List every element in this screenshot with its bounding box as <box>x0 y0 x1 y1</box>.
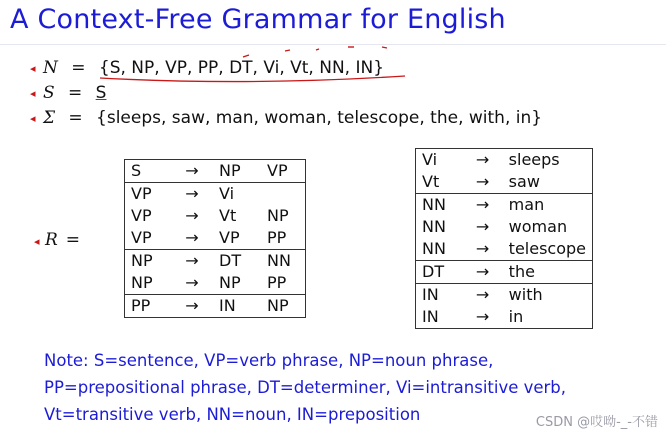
rule-rhs: saw <box>503 171 593 194</box>
red-tick-mark <box>285 50 290 51</box>
rule-rhs: man <box>503 194 593 217</box>
rule-arrow: → <box>171 295 213 318</box>
lexical-rule-row <box>416 238 593 261</box>
rule-rhs: VP <box>261 160 306 183</box>
lexical-rule-row <box>416 194 593 217</box>
rule-lhs: NN <box>416 216 463 238</box>
rule-arrow: → <box>171 160 213 183</box>
rule-row <box>125 250 306 273</box>
rule-lhs: DT <box>416 261 463 284</box>
rule-rhs: NP <box>213 160 261 183</box>
rule-arrow: → <box>463 149 503 172</box>
rule-rhs: sleeps <box>503 149 593 172</box>
terminal-set: {sleeps, saw, man, woman, telescope, the, with, in} <box>96 108 543 128</box>
definition-start-symbol <box>30 83 106 103</box>
rule-arrow: → <box>463 306 503 329</box>
nonterminal-symbol: N <box>42 58 58 78</box>
rule-arrow: → <box>475 195 490 214</box>
rules-symbol: R <box>44 230 58 250</box>
start-symbol: S <box>42 83 55 103</box>
lexical-rules-table <box>415 148 593 329</box>
lexical-rule-row <box>416 284 593 307</box>
rule-lhs: VP <box>125 183 172 206</box>
rule-lhs: S <box>125 160 172 183</box>
rule-row <box>125 272 306 295</box>
start-symbol-value: S <box>95 83 107 103</box>
note-line: Vt=transitive verb, NN=noun, IN=preposition <box>44 405 421 424</box>
rule-lhs: NP <box>125 250 172 273</box>
slide-title: A Context-Free Grammar for English <box>10 4 506 35</box>
rule-row <box>125 205 306 227</box>
annotation-bullet-icon: ◂ <box>30 112 36 125</box>
rule-arrow: → <box>475 285 490 304</box>
phrase-rules-table <box>124 159 306 318</box>
rule-rhs: NP <box>261 295 306 318</box>
rule-arrow: → <box>185 251 199 270</box>
lexical-rule-row <box>416 306 593 329</box>
annotation-bullet-icon: ◂ <box>30 87 36 100</box>
rule-rhs: in <box>503 306 593 329</box>
rule-lhs: Vt <box>416 171 463 194</box>
rule-rhs: NP <box>261 205 306 227</box>
terminal-symbol: Σ <box>42 108 55 128</box>
rule-arrow: → <box>185 206 199 225</box>
rule-arrow: → <box>171 227 213 250</box>
rule-rhs: Vt <box>219 206 237 225</box>
rule-rhs: the <box>503 261 593 284</box>
rule-rhs: DT <box>219 251 242 270</box>
rule-row <box>125 160 306 183</box>
rule-arrow: → <box>185 184 199 203</box>
rule-arrow: → <box>475 217 490 236</box>
rule-rhs <box>261 183 306 206</box>
rule-rhs: IN <box>213 295 261 318</box>
lexical-rule-row <box>416 149 593 172</box>
annotation-bullet-icon: ◂ <box>34 235 40 248</box>
lexical-rule-row <box>416 171 593 194</box>
red-tick-mark <box>243 55 249 57</box>
rule-arrow: → <box>171 272 213 295</box>
note-line: PP=prepositional phrase, DT=determiner, Vi=intransitive verb, <box>44 378 567 397</box>
rule-arrow: → <box>463 238 503 261</box>
red-tick-mark <box>316 49 319 50</box>
rule-lhs: VP <box>125 227 172 250</box>
rule-lhs: PP <box>125 295 172 318</box>
rule-rhs: woman <box>503 216 593 238</box>
rule-rhs: NP <box>213 272 261 295</box>
rule-rhs: VP <box>213 227 261 250</box>
rule-lhs: NN <box>416 194 463 217</box>
note-line: Note: S=sentence, VP=verb phrase, NP=noun phrase, <box>44 351 494 370</box>
rule-rhs: NN <box>261 250 306 273</box>
nonterminal-set: {S, NP, VP, PP, DT, Vi, Vt, NN, IN} <box>98 58 385 78</box>
equals-sign: = <box>71 58 86 78</box>
lexical-rule-row <box>416 261 593 284</box>
equals-sign: = <box>68 83 83 103</box>
equals-sign: = <box>65 230 80 250</box>
equals-sign: = <box>68 108 83 128</box>
rule-arrow: → <box>463 261 503 284</box>
watermark: CSDN @哎呦-_-不错 <box>535 415 658 430</box>
rules-label <box>34 230 80 250</box>
rule-lhs: NP <box>125 272 172 295</box>
title-divider <box>0 44 666 45</box>
rule-lhs: VP <box>125 205 172 227</box>
rule-rhs: Vi <box>219 184 235 203</box>
rule-rhs: PP <box>261 272 306 295</box>
rule-row <box>125 295 306 318</box>
rule-arrow: → <box>463 171 503 194</box>
rule-row <box>125 183 306 206</box>
definition-nonterminals <box>30 58 384 78</box>
rule-lhs: IN <box>416 284 463 307</box>
lexical-rule-row <box>416 216 593 238</box>
rule-lhs: NN <box>416 238 463 261</box>
rule-rhs: telescope <box>503 238 593 261</box>
rule-lhs: Vi <box>416 149 463 172</box>
rule-row <box>125 227 306 250</box>
rule-rhs: PP <box>261 227 306 250</box>
rule-rhs: with <box>503 284 593 307</box>
definition-terminals <box>30 108 542 128</box>
red-tick-mark <box>382 47 387 48</box>
rule-lhs: IN <box>416 306 463 329</box>
annotation-bullet-icon: ◂ <box>30 62 36 75</box>
